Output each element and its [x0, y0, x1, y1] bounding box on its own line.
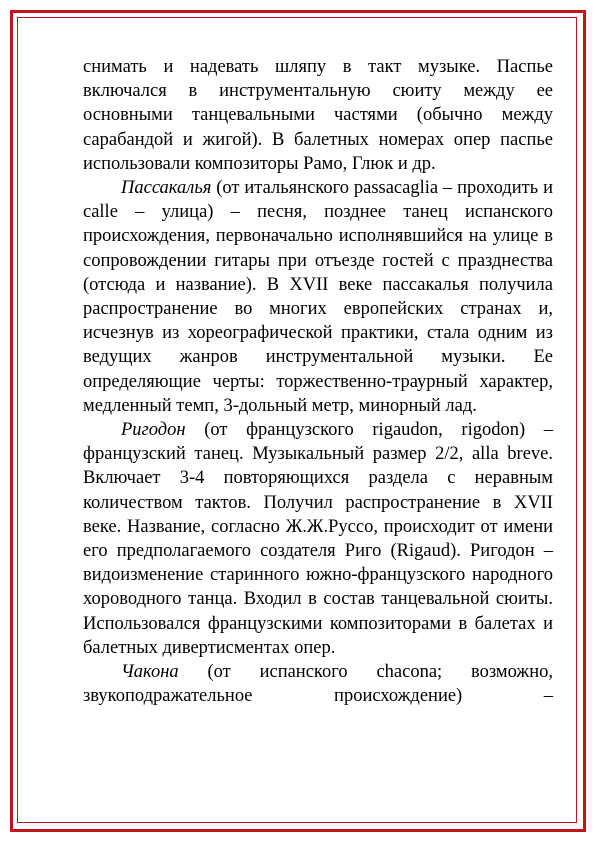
term-passacaglia: Пассакалья [121, 178, 212, 199]
paragraph-text: снимать и надевать шляпу в такт музыке. Паспье включался в инструментальную сюиту между ее основными танцевальными частями (обычно между сарабандой и жигой). В балетных номерах опер паспье использовали композиторы Рамо, Глюк и др. [83, 57, 553, 174]
term-rigaudon: Ригодон [121, 420, 186, 441]
paragraph-paspier-end [83, 55, 553, 176]
term-chaconne: Чакона [121, 662, 179, 683]
paragraph-text: (от французского rigaudon, rigodon) – французский танец. Музыкальный размер 2/2, alla breve. Включает 3-4 повторяющихся раздела с неравным количеством тактов. Получил распространение в XVII веке. Название, согласно Ж.Ж.Руссо, происходит от имени его предполагаемого создателя Риго (Rigaud). Ригодон – видоизменение старинного южно-французского народного хороводного танца. Входил в состав танцевальной сюиты. Использовался французскими композиторами в балетах и балетных дивертисментах опер. [83, 420, 553, 658]
paragraph-text: (от испанского chacona; возможно, звукоподражательное происхождение) – [83, 662, 553, 707]
paragraph-rigaudon [83, 418, 553, 660]
paragraph-chaconne [83, 660, 553, 708]
document-body [83, 55, 553, 708]
paragraph-passacaglia [83, 176, 553, 418]
paragraph-text: (от итальянского passacaglia – проходить и calle – улица) – песня, позднее танец испанского происхождения, первоначально исполнявшийся на улице в сопровождении гитары при отъезде гостей с празднества (отсюда и название). В XVII веке пассакалья получила распространение во многих европейских странах и, исчезнув из хореографической практики, стала одним из ведущих жанров инструментальной музыки. Ее определяющие черты: торжественно-траурный характер, медленный темп, 3-дольный метр, минорный лад. [83, 178, 553, 416]
